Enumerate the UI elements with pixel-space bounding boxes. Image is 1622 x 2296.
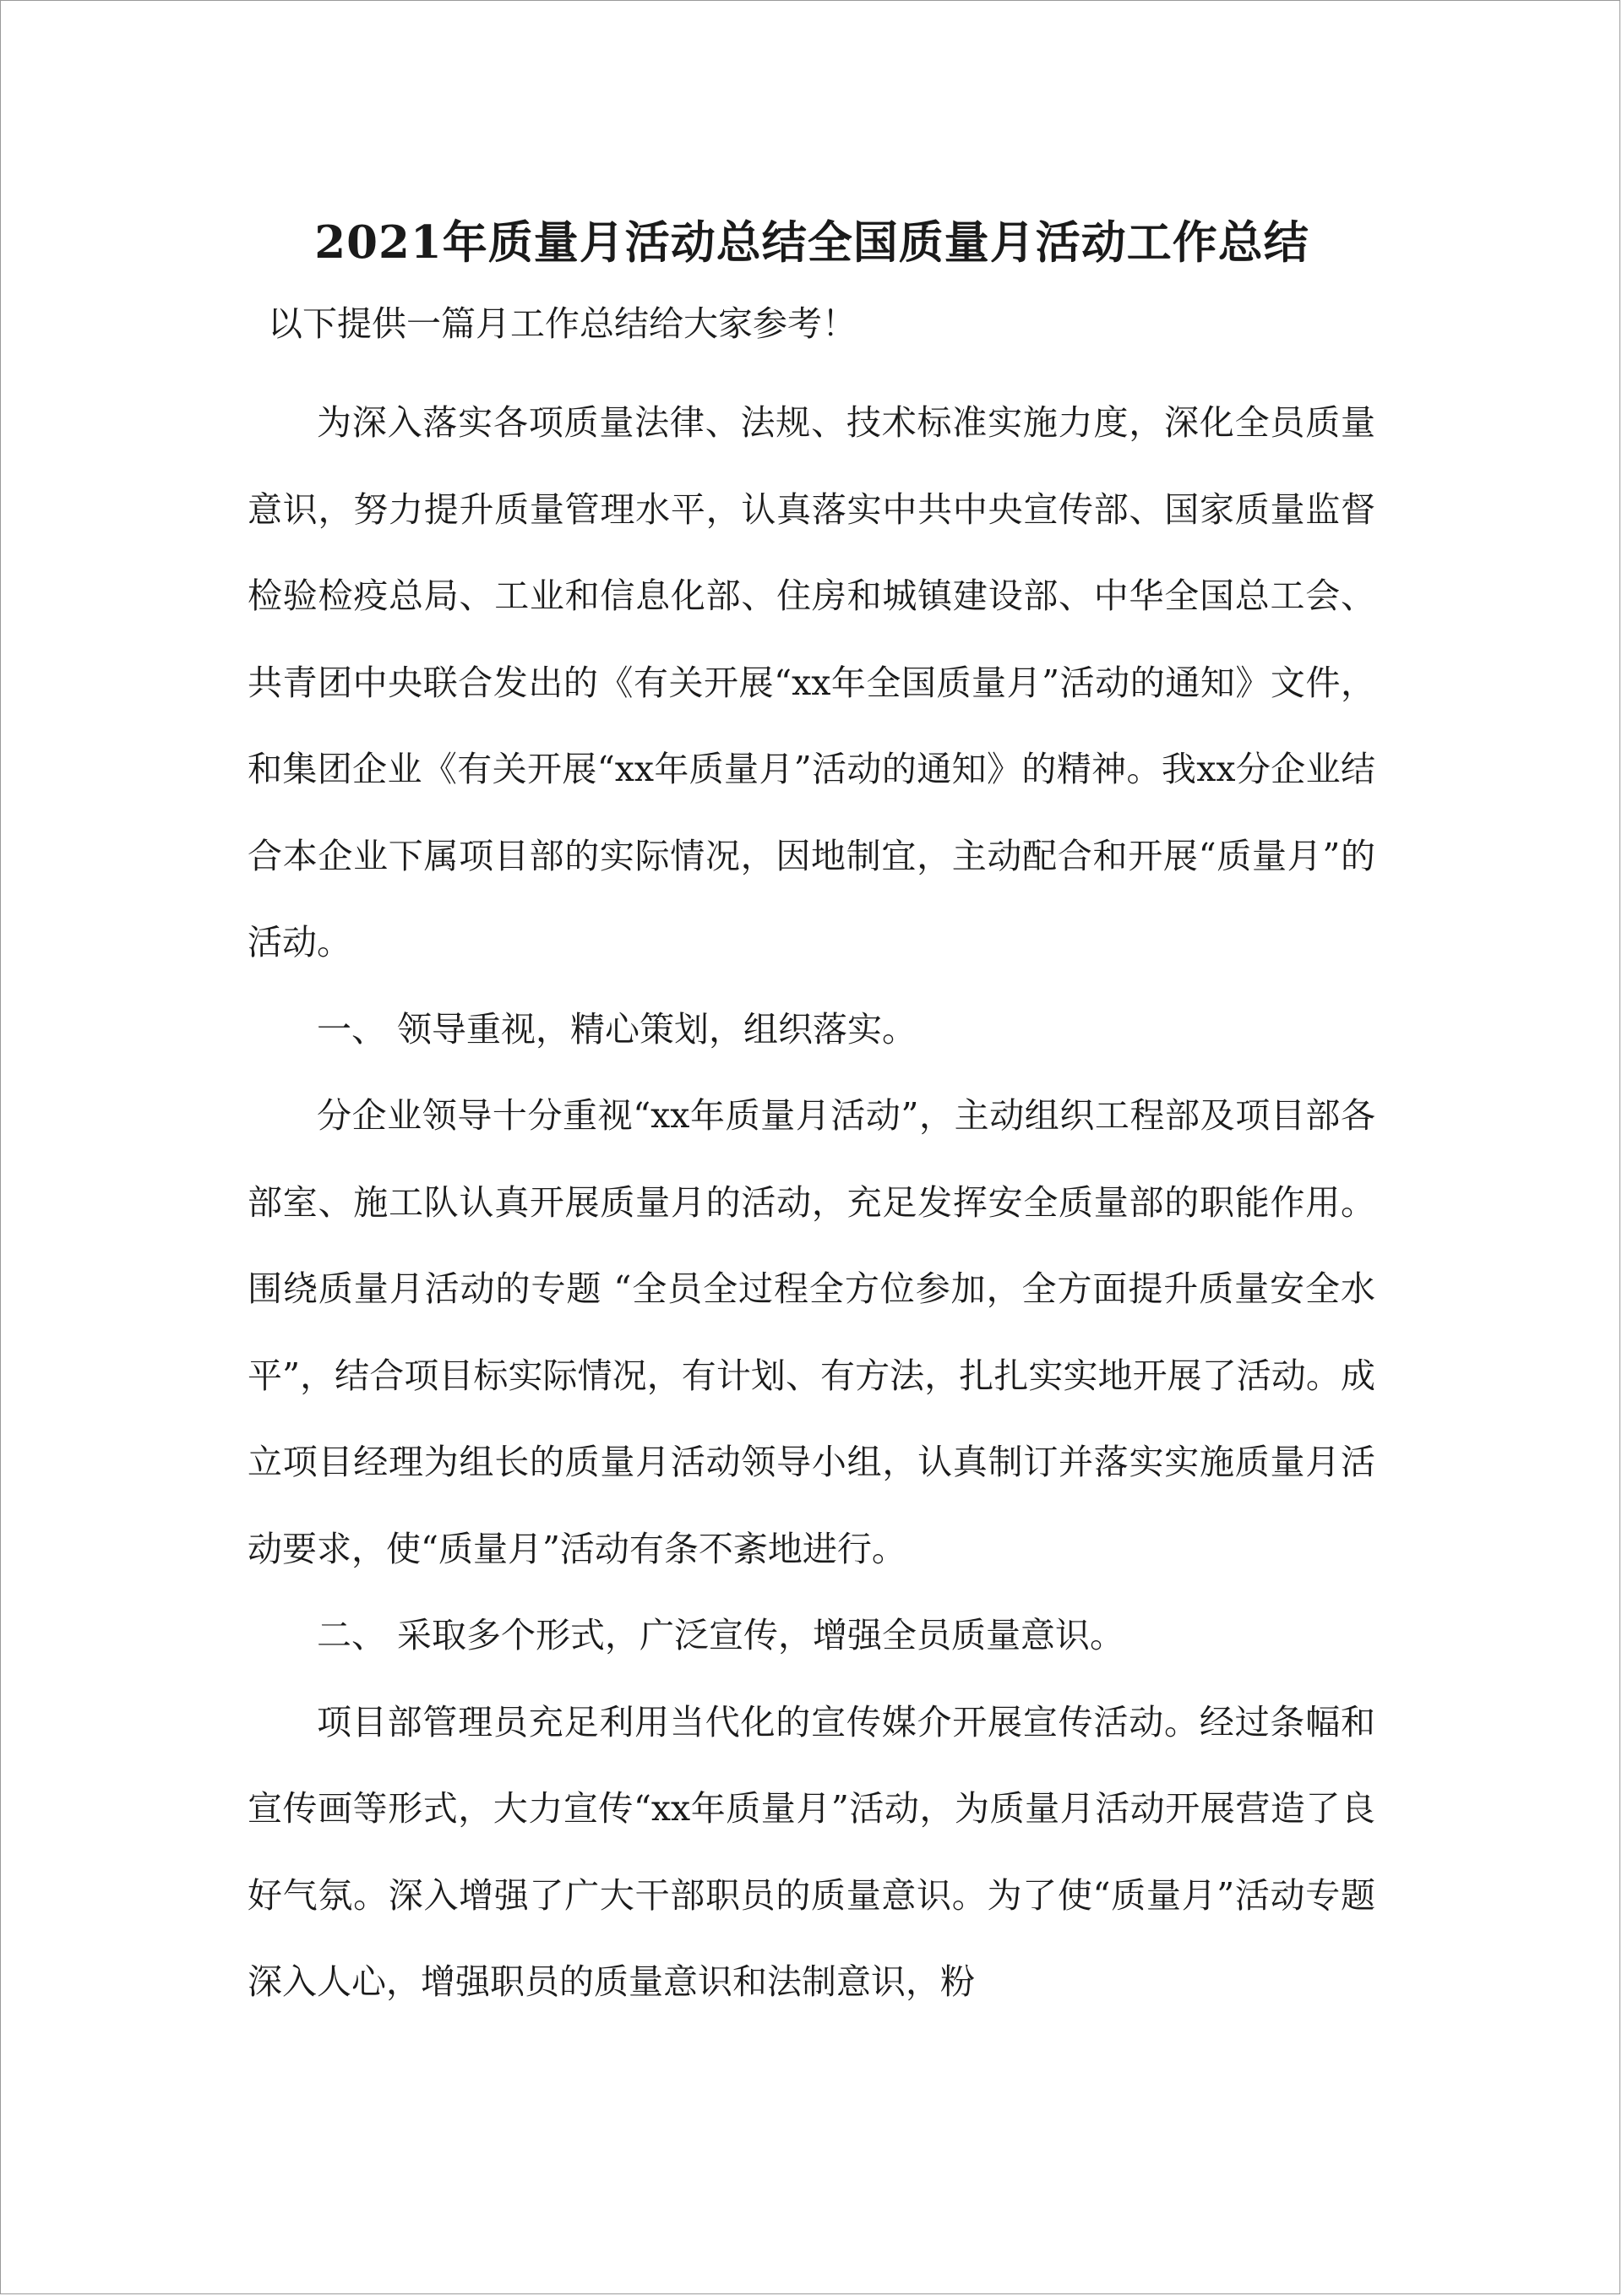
intro-line: 以下提供一篇月工作总结给大家参考！ xyxy=(268,303,857,344)
paragraph-2: 分企业领导十分重视“xx年质量月活动”，主动组织工程部及项目部各部室、施工队认真开展质量月的活动，充足发挥安全质量部的职能作用。围绕质量月活动的专题 “全员全过程全方位参加，全方面提升质量安全水平”，结合项目标实际情况，有计划、有方法，扎扎实实地开展了活动。成立项目经理为组长的质量月活动领导小组，认真制订并落实实施质量月活动要求，使“质量月”活动有条不紊地进行。 xyxy=(248,1095,1375,1569)
document-body xyxy=(248,379,1375,2026)
section-heading-2: 二、 采取多个形式，广泛宣传，增强全员质量意识。 xyxy=(317,1615,1125,1655)
section-heading-1: 一、 领导重视，精心策划，组织落实。 xyxy=(317,1008,917,1050)
paragraph-3: 项目部管理员充足利用当代化的宣传媒介开展宣传活动。经过条幅和宣传画等形式，大力宣传“xx年质量月”活动，为质量月活动开展营造了良好气氛。深入增强了广大干部职员的质量意识。为了使“质量月”活动专题深入人心，增强职员的质量意识和法制意识，粉 xyxy=(248,1701,1375,2002)
paragraph-1: 为深入落实各项质量法律、法规、技术标准实施力度，深化全员质量意识，努力提升质量管理水平，认真落实中共中央宣传部、国家质量监督检验检疫总局、工业和信息化部、住房和城镇建设部、中华全国总工会、共青团中央联合发出的《有关开展“xx年全国质量月”活动的通知》文件，和集团企业《有关开展“xx年质量月”活动的通知》的精神。我xx分企业结合本企业下属项目部的实际情况，因地制宜，主动配合和开展“质量月”的活动。 xyxy=(248,402,1375,963)
document-title: 2021年质量月活动总结全国质量月活动工作总结 xyxy=(314,216,1309,269)
